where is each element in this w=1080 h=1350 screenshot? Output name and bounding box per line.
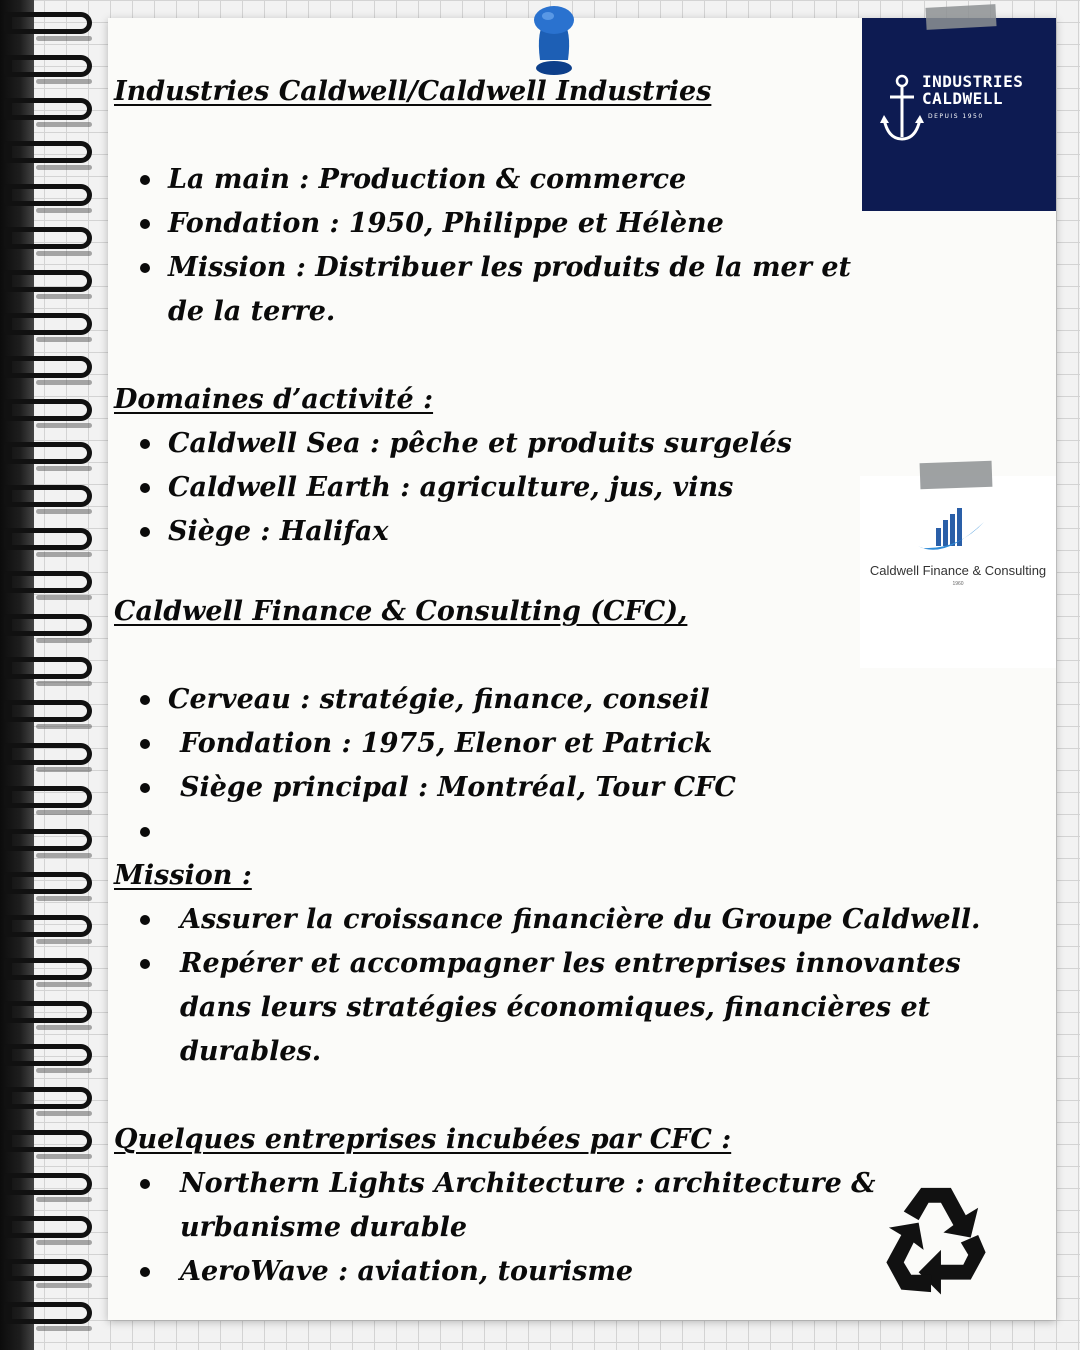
logo-line-1: INDUSTRIES	[922, 72, 1024, 91]
spiral-ring	[0, 139, 96, 173]
spiral-ring	[0, 999, 96, 1033]
tape-strip	[925, 4, 996, 30]
spiral-ring	[0, 225, 96, 259]
list-item: Northern Lights Architecture : architecture & urbanisme durable	[168, 1162, 980, 1250]
spiral-ring	[0, 526, 96, 560]
spiral-ring	[0, 53, 96, 87]
spiral-ring	[0, 956, 96, 990]
incubees-list	[114, 1162, 994, 1294]
list-item: Cerveau : stratégie, finance, conseil	[168, 678, 994, 722]
list-item: Fondation : 1950, Philippe et Hélène	[168, 202, 994, 246]
spiral-ring	[0, 182, 96, 216]
section-title-industries: Industries Caldwell/Caldwell Industries	[114, 76, 712, 107]
logo-tagline: DEPUIS 1950	[928, 113, 984, 120]
list-item: La main : Production & commerce	[168, 158, 994, 202]
spiral-ring	[0, 268, 96, 302]
spiral-ring	[0, 1257, 96, 1291]
list-item-empty	[168, 810, 994, 854]
spiral-ring	[0, 655, 96, 689]
spiral-ring	[0, 440, 96, 474]
spiral-ring	[0, 10, 96, 44]
spiral-ring	[0, 354, 96, 388]
recycle-icon	[874, 1178, 998, 1302]
spiral-ring	[0, 1042, 96, 1076]
spiral-ring	[0, 784, 96, 818]
section-title-domaines: Domaines d’activité :	[114, 384, 434, 415]
spiral-ring	[0, 96, 96, 130]
list-item: Mission : Distribuer les produits de la mer et de la terre.	[168, 246, 868, 334]
list-item: Caldwell Sea : pêche et produits surgelés	[168, 422, 994, 466]
spiral-ring	[0, 741, 96, 775]
notes-content	[114, 70, 994, 1294]
spiral-ring	[0, 870, 96, 904]
list-item: Siège : Halifax	[168, 510, 994, 554]
finance-logo-name: Caldwell Finance & Consulting	[869, 563, 1047, 578]
section-title-mission: Mission :	[114, 860, 252, 891]
spiral-ring	[0, 569, 96, 603]
mission-list	[114, 898, 994, 1074]
cfc-list	[114, 678, 994, 854]
push-pin-icon	[522, 0, 586, 80]
spiral-ring	[0, 311, 96, 345]
anchor-icon	[880, 73, 924, 145]
list-item: Assurer la croissance financière du Groupe Caldwell.	[168, 898, 994, 942]
list-item: AeroWave : aviation, tourisme	[168, 1250, 994, 1294]
spiral-ring	[0, 1214, 96, 1248]
list-item: Siège principal : Montréal, Tour CFC	[168, 766, 994, 810]
section-title-cfc: Caldwell Finance & Consulting (CFC),	[114, 596, 688, 627]
spiral-ring	[0, 483, 96, 517]
caldwell-finance-logo	[860, 476, 1056, 668]
spiral-ring	[0, 397, 96, 431]
spiral-ring	[0, 1300, 96, 1334]
list-item: Fondation : 1975, Elenor et Patrick	[168, 722, 994, 766]
section-title-incubees: Quelques entreprises incubées par CFC :	[114, 1124, 732, 1155]
tape-strip	[920, 461, 993, 489]
industries-caldwell-logo	[862, 18, 1056, 211]
spiral-ring	[0, 1128, 96, 1162]
logo-line-2: CALDWELL	[922, 89, 1004, 108]
spiral-ring	[0, 1171, 96, 1205]
list-item: Caldwell Earth : agriculture, jus, vins	[168, 466, 994, 510]
spiral-ring	[0, 827, 96, 861]
finance-logo-year: 1960	[952, 581, 964, 587]
spiral-ring	[0, 1085, 96, 1119]
spiral-ring	[0, 612, 96, 646]
spiral-ring	[0, 913, 96, 947]
list-item: Repérer et accompagner les entreprises innovantes dans leurs stratégies économiques, financières et durables.	[168, 942, 980, 1074]
bar-chart-icon	[914, 506, 988, 562]
spiral-ring	[0, 698, 96, 732]
